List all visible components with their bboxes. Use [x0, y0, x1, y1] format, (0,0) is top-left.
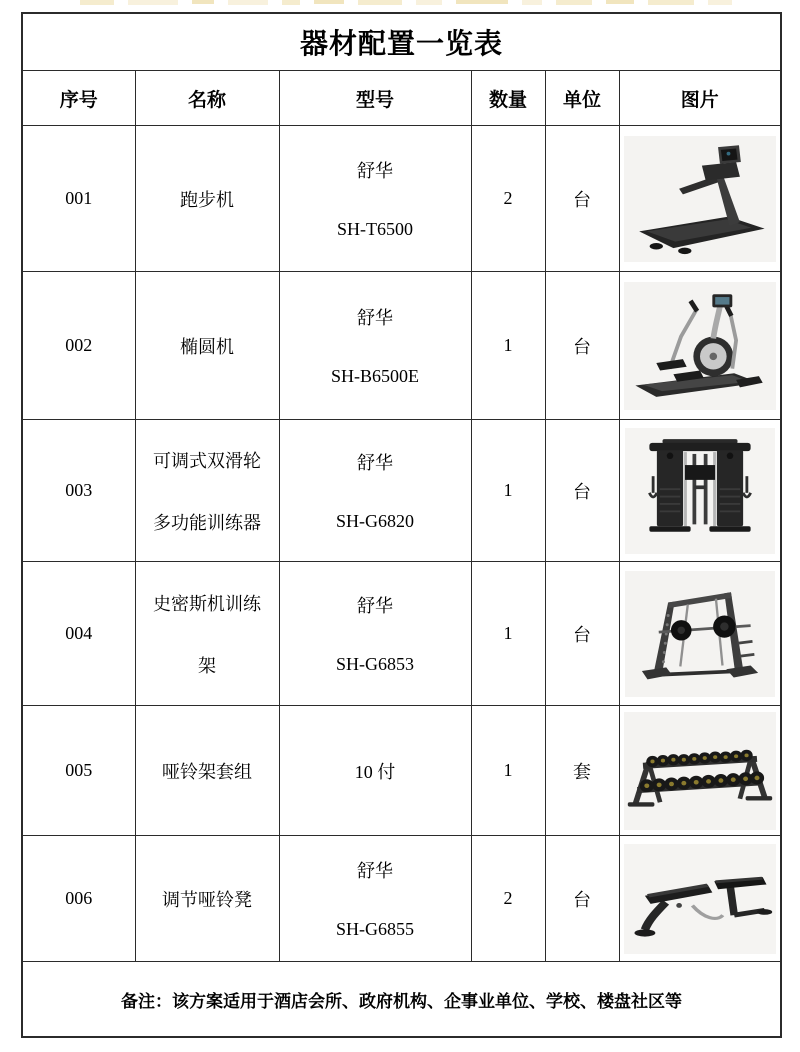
cell-no: 006: [22, 836, 135, 962]
table-footer-row: [22, 962, 781, 1038]
table-row: [22, 126, 781, 272]
cell-model: 10 付: [354, 761, 396, 782]
cell-image: [619, 126, 781, 272]
cell-unit: 台: [545, 836, 619, 962]
page-title: 器材配置一览表: [300, 29, 504, 60]
cell-name: 哑铃架套组: [162, 761, 252, 782]
remark-text: 备注：该方案适用于酒店会所、政府机构、企事业单位、学校、楼盘社区等: [121, 991, 683, 1011]
cell-name: 椭圆机: [180, 336, 234, 357]
table-row: [22, 836, 781, 962]
cell-unit: 套: [545, 706, 619, 836]
cell-model: 舒华 SH-B6500E: [330, 308, 419, 386]
cell-image: [619, 420, 781, 562]
functional-trainer-image: [625, 428, 775, 554]
table-row: [22, 272, 781, 420]
cell-qty: 1: [471, 272, 545, 420]
table-title-row: [22, 13, 781, 71]
table-row: [22, 420, 781, 562]
cell-name: 史密斯机训练 架: [153, 593, 261, 676]
table-row: [22, 562, 781, 706]
elliptical-image: [624, 282, 776, 410]
cell-image: [619, 562, 781, 706]
column-header-qty: 数量: [471, 71, 545, 126]
cell-qty: 2: [471, 126, 545, 272]
cell-unit: 台: [545, 272, 619, 420]
equipment-table: [21, 12, 782, 1038]
adjustable-bench-image: [624, 844, 776, 954]
cell-unit: 台: [545, 420, 619, 562]
cell-unit: 台: [545, 126, 619, 272]
table-row: [22, 706, 781, 836]
cell-image: [619, 836, 781, 962]
column-header-unit: 单位: [545, 71, 619, 126]
cell-model: 舒华 SH-G6855: [335, 861, 414, 939]
cell-qty: 1: [471, 562, 545, 706]
cell-qty: 2: [471, 836, 545, 962]
cell-model: 舒华 SH-G6820: [335, 453, 414, 531]
column-header-name: 名称: [135, 71, 279, 126]
column-header-no: 序号: [22, 71, 135, 126]
cell-no: 001: [22, 126, 135, 272]
cell-no: 005: [22, 706, 135, 836]
dumbbell-rack-image: [624, 712, 776, 830]
cell-unit: 台: [545, 562, 619, 706]
cell-image: [619, 706, 781, 836]
cell-no: 002: [22, 272, 135, 420]
cell-model: 舒华 SH-T6500: [337, 161, 413, 239]
smith-machine-image: [625, 571, 775, 697]
cell-image: [619, 272, 781, 420]
column-header-model: 型号: [279, 71, 471, 126]
column-header-image: 图片: [619, 71, 781, 126]
cell-qty: 1: [471, 706, 545, 836]
table-header-row: [22, 71, 781, 126]
cell-model: 舒华 SH-G6853: [335, 596, 414, 674]
cell-name: 调节哑铃凳: [162, 889, 252, 910]
cell-name: 可调式双滑轮 多功能训练器: [153, 450, 261, 533]
cell-no: 003: [22, 420, 135, 562]
cell-name: 跑步机: [180, 189, 234, 210]
cell-qty: 1: [471, 420, 545, 562]
cropped-text-artifact: [80, 0, 760, 6]
treadmill-image: [624, 136, 776, 262]
cell-no: 004: [22, 562, 135, 706]
